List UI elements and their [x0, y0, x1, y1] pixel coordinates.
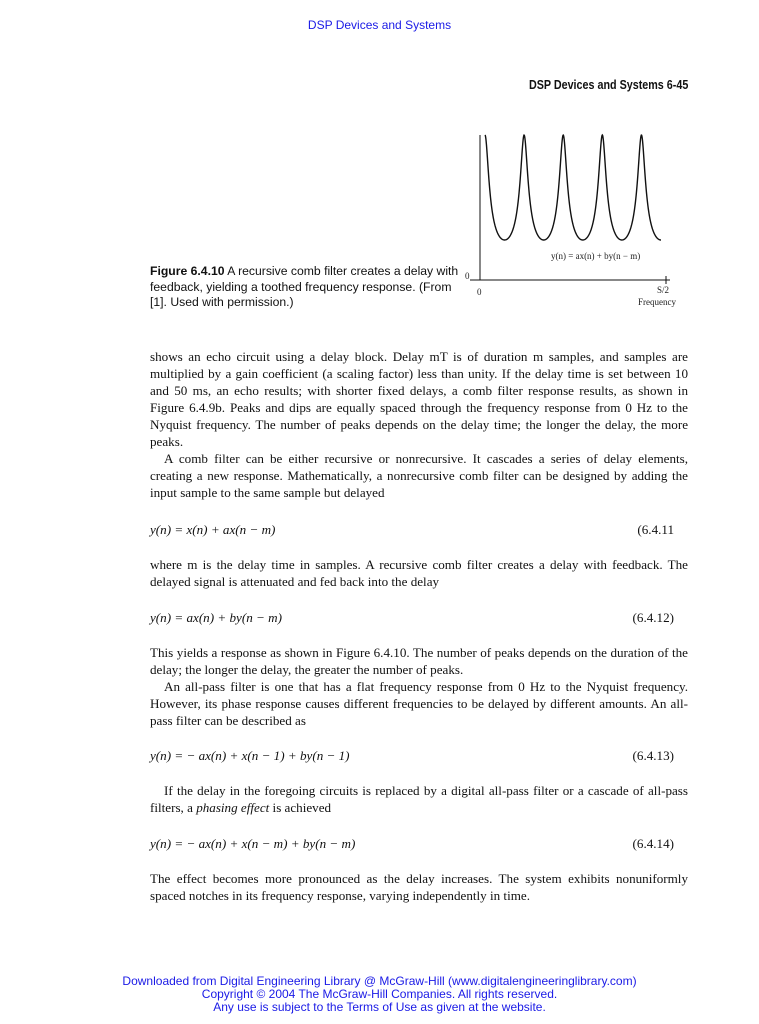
- footer-terms-link[interactable]: Any use is subject to the Terms of Use as given at the website.: [213, 1000, 546, 1014]
- paragraph-echo: shows an echo circuit using a delay block. Delay mT is of duration m samples, and samples are multiplied by a gain coefficient (a scaling factor) less than unity. If the delay time is set between 10 and 50 ms, an echo results; with shorter fixed delays, a comb filter response results, as shown in Figure 6.4.9b. Peaks and dips are equally spaced through the frequency response from 0 Hz to the Nyquist frequency. The number of peaks depends on the delay time; the longer the delay, the more peaks.: [150, 349, 688, 449]
- x-axis-zero-label: 0: [477, 287, 482, 297]
- body-block-1: [150, 348, 688, 501]
- equation-6-4-12: [150, 609, 674, 626]
- equation-number: (6.4.12): [632, 610, 674, 625]
- equation-number: (6.4.13): [632, 748, 674, 763]
- toothed-response-curve: [485, 135, 661, 240]
- paragraph-comb: A comb filter can be either recursive or nonrecursive. It cascades a series of delay elements, creating a new response. Mathematically, a nonrecursive comb filter can be designed by adding the input sample to the same sample but delayed: [150, 451, 688, 500]
- equation-6-4-13: [150, 747, 674, 764]
- x-axis-title: Frequency: [638, 297, 676, 307]
- body-block-2: [150, 556, 688, 590]
- phasing-effect-term: phasing effect: [196, 800, 270, 815]
- paragraph-effect: The effect becomes more pronounced as the delay increases. The system exhibits nonuniformly spaced notches in its frequency response, varying independently in time.: [150, 871, 688, 903]
- paragraph-phasing: If the delay in the foregoing circuits is replaced by a digital all-pass filter or a cascade of all-pass filters, a phasing effect is achieved: [150, 783, 688, 815]
- running-head: DSP Devices and Systems 6-45: [528, 78, 688, 92]
- body-block-3: [150, 644, 688, 729]
- footer-notice: [0, 975, 759, 1014]
- figure-label: Figure 6.4.10: [150, 264, 225, 278]
- figure-caption: [150, 264, 460, 311]
- equation-expression: y(n) = − ax(n) + x(n − 1) + by(n − 1): [150, 748, 350, 763]
- paragraph-recursive: where m is the delay time in samples. A recursive comb filter creates a delay with feedback. The delayed signal is attenuated and fed back into the delay: [150, 557, 688, 589]
- footer-copyright: Copyright © 2004 The McGraw-Hill Companies. All rights reserved.: [201, 987, 558, 1001]
- site-header[interactable]: DSP Devices and Systems: [307, 18, 452, 32]
- paragraph-response: This yields a response as shown in Figure 6.4.10. The number of peaks depends on the duration of the delay; the longer the delay, the greater the number of peaks.: [150, 645, 688, 677]
- equation-6-4-11: [150, 521, 674, 538]
- response-equation-label: y(n) = ax(n) + by(n − m): [551, 251, 641, 261]
- footer-download-link[interactable]: Downloaded from Digital Engineering Library @ McGraw-Hill (www.digitalengineeringlibrary.com): [122, 974, 637, 988]
- body-block-5: [150, 870, 688, 904]
- paragraph-allpass: An all-pass filter is one that has a flat frequency response from 0 Hz to the Nyquist frequency. However, its phase response causes different frequencies to be delayed by different amounts. An all-pass filter can be described as: [150, 679, 688, 728]
- x-axis-end-label: S/2: [657, 285, 670, 295]
- equation-expression: y(n) = x(n) + ax(n − m): [150, 522, 276, 537]
- equation-6-4-14: [150, 835, 674, 852]
- equation-expression: y(n) = ax(n) + by(n − m): [150, 610, 282, 625]
- body-block-4: [150, 782, 688, 816]
- equation-number: (6.4.14): [632, 836, 674, 851]
- equation-expression: y(n) = − ax(n) + x(n − m) + by(n − m): [150, 836, 356, 851]
- comb-filter-response-plot: [455, 125, 695, 315]
- equation-number: (6.4.11: [637, 522, 674, 537]
- y-axis-zero-label: 0: [465, 271, 470, 281]
- figure-caption-text: A recursive comb filter creates a delay with feedback, yielding a toothed frequency response. (From [1]. Used with permission.): [150, 264, 459, 309]
